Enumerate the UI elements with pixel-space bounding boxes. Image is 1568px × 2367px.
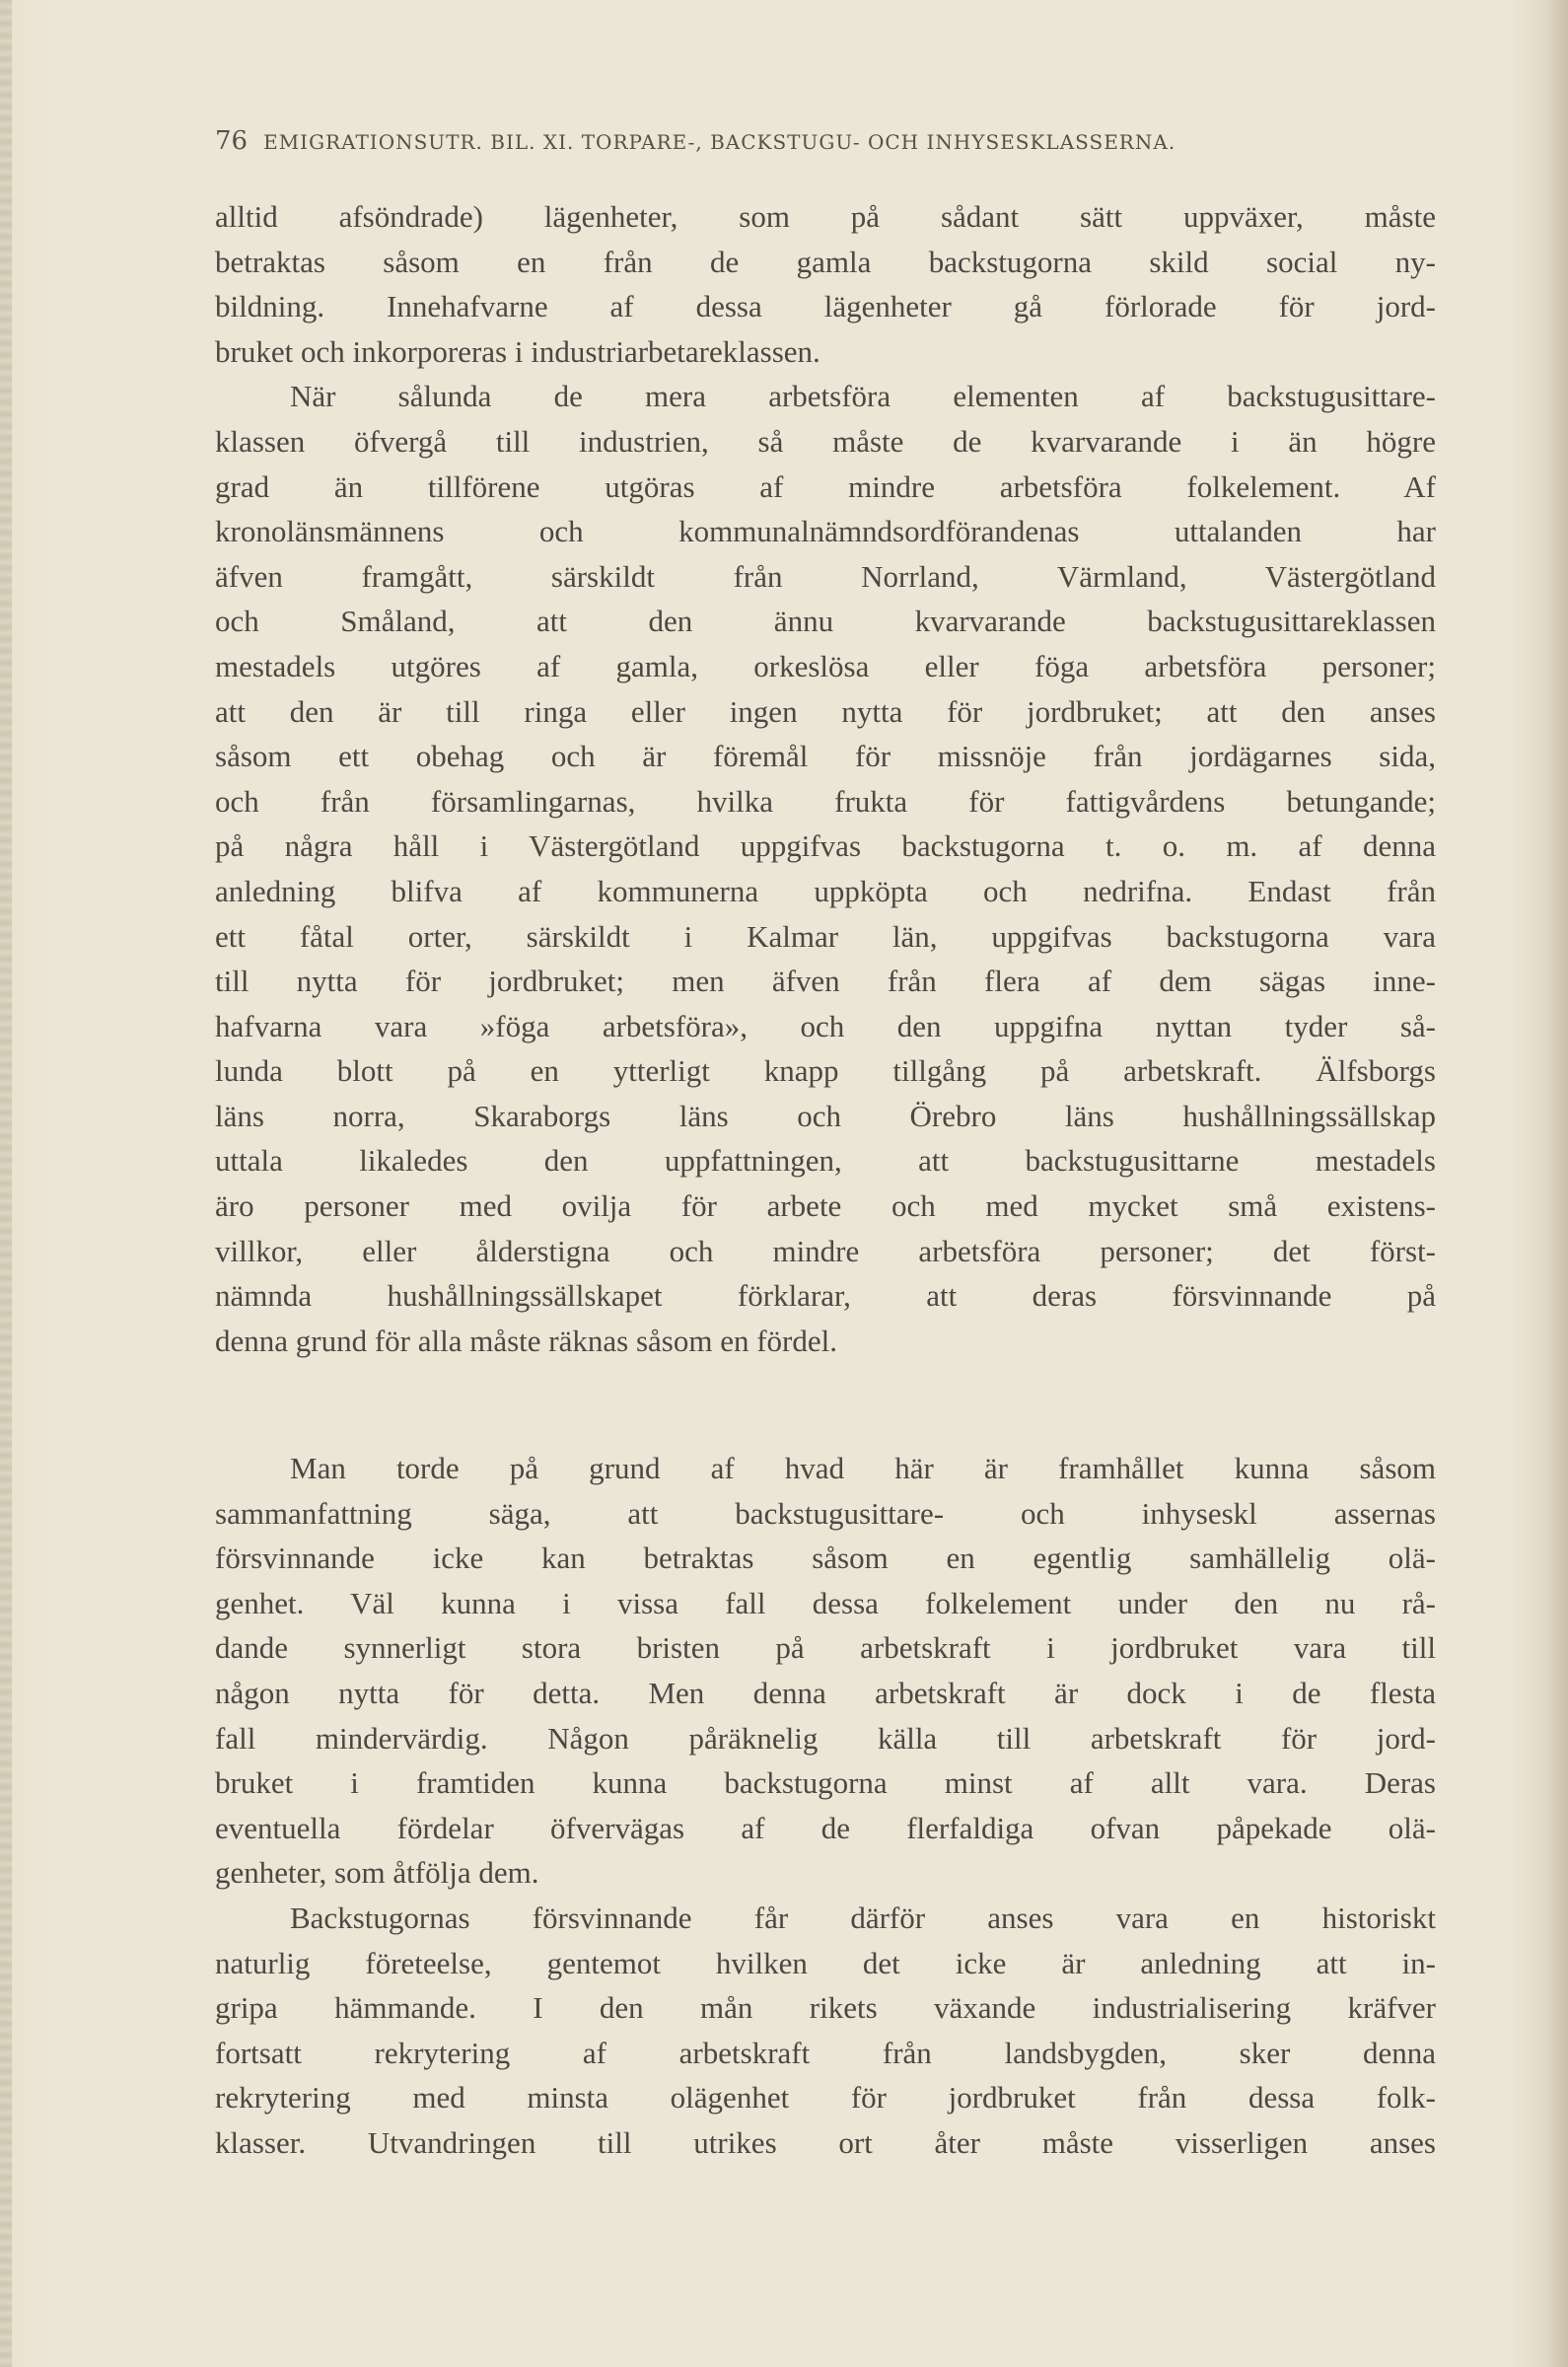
text-line: grad än tillförene utgöras af mindre arbetsföra folkelement. Af (215, 468, 1436, 504)
text-line: att den är till ringa eller ingen nytta för jordbruket; att den anses (215, 693, 1436, 729)
text-line: uttala likaledes den uppfattningen, att backstugusittarne mestadels (215, 1143, 1436, 1179)
text-line: sammanfattning säga, att backstugusittare- och inhyseskl assernas (215, 1495, 1436, 1531)
text-line: lunda blott på en ytterligt knapp tillgång på arbetskraft. Älfsborgs (215, 1053, 1436, 1089)
page-binding-edge (0, 0, 12, 2367)
text-line: alltid afsöndrade) lägenheter, som på sådant sätt uppväxer, måste (215, 199, 1436, 234)
text-line: naturlig företeelse, gentemot hvilken det icke är anledning att in- (215, 1945, 1436, 1980)
text-line: När sålunda de mera arbetsföra elementen af backstugusittare- (290, 379, 1436, 414)
text-line: försvinnande icke kan betraktas såsom en egentlig samhällelig olä- (215, 1541, 1436, 1576)
text-line: betraktas såsom en från de gamla backstugorna skild social ny- (215, 244, 1436, 279)
text-line: och Småland, att den ännu kvarvarande backstugusittareklassen (215, 604, 1436, 639)
text-line: fall mindervärdig. Någon påräknelig källa till arbetskraft för jord- (215, 1720, 1436, 1756)
text-line: rekrytering med minsta olägenhet för jordbruket från dessa folk- (215, 2080, 1436, 2116)
text-line: bruket och inkorporeras i industriarbetareklassen. (215, 333, 820, 369)
text-line: dande synnerligt stora bristen på arbetskraft i jordbruket vara till (215, 1630, 1436, 1666)
text-line: hafvarna vara »föga arbetsföra», och den uppgifna nyttan tyder så- (215, 1008, 1436, 1043)
text-line: fortsatt rekrytering af arbetskraft från landsbygden, sker denna (215, 2035, 1436, 2070)
page-fore-edge (1544, 0, 1568, 2367)
text-line: äro personer med ovilja för arbete och med mycket små existens- (215, 1188, 1436, 1224)
text-line: genheter, som åtfölja dem. (215, 1855, 539, 1891)
text-line: villkor, eller ålderstigna och mindre arbetsföra personer; det först- (215, 1233, 1436, 1268)
text-line: gripa hämmande. I den mån rikets växande industrialisering kräfver (215, 1990, 1436, 2026)
running-head (215, 126, 1438, 156)
text-line: läns norra, Skaraborgs läns och Örebro läns hushållningssällskap (215, 1098, 1436, 1133)
text-line: klassen öfvergå till industrien, så måste de kvarvarande i än högre (215, 423, 1436, 459)
text-line: eventuella fördelar öfvervägas af de flerfaldiga ofvan påpekade olä- (215, 1810, 1436, 1845)
running-title: EMIGRATIONSUTR. BIL. XI. TORPARE-, BACKSTUGU- OCH INHYSESKLASSERNA. (263, 130, 1176, 154)
text-line: ett fåtal orter, särskildt i Kalmar län, uppgifvas backstugorna vara (215, 918, 1436, 954)
text-line: Man torde på grund af hvad här är framhållet kunna såsom (290, 1451, 1436, 1485)
text-line: och från församlingarnas, hvilka frukta för fattigvårdens betungande; (215, 783, 1436, 819)
text-line: anledning blifva af kommunerna uppköpta och nedrifna. Endast från (215, 873, 1436, 908)
text-line: denna grund för alla måste räknas såsom en fördel. (215, 1323, 837, 1358)
text-line: någon nytta för detta. Men denna arbetskraft är dock i de flesta (215, 1675, 1436, 1710)
text-block-1 (215, 194, 1436, 1363)
page-number: 76 (215, 126, 249, 156)
text-block-2 (215, 1446, 1436, 2166)
text-line: mestadels utgöres af gamla, orkeslösa eller föga arbetsföra personer; (215, 648, 1436, 683)
text-line: bruket i framtiden kunna backstugorna minst af allt vara. Deras (215, 1765, 1436, 1801)
text-line: äfven framgått, särskildt från Norrland, Värmland, Västergötland (215, 558, 1436, 594)
text-line: Backstugornas försvinnande får därför anses vara en historiskt (290, 1900, 1436, 1935)
text-line: genhet. Väl kunna i vissa fall dessa folkelement under den nu rå- (215, 1585, 1436, 1620)
text-line: till nytta för jordbruket; men äfven från flera af dem sägas inne- (215, 964, 1436, 999)
text-line: på några håll i Västergötland uppgifvas backstugorna t. o. m. af denna (215, 828, 1436, 864)
text-line: såsom ett obehag och är föremål för missnöje från jordägarnes sida, (215, 739, 1436, 774)
text-line: klasser. Utvandringen till utrikes ort åter måste visserligen anses (215, 2124, 1436, 2160)
text-line: bildning. Innehafvarne af dessa lägenheter gå förlorade för jord- (215, 289, 1436, 324)
text-line: kronolänsmännens och kommunalnämndsordförandenas uttalanden har (215, 514, 1436, 549)
text-line: nämnda hushållningssällskapet förklarar, att deras försvinnande på (215, 1278, 1436, 1314)
